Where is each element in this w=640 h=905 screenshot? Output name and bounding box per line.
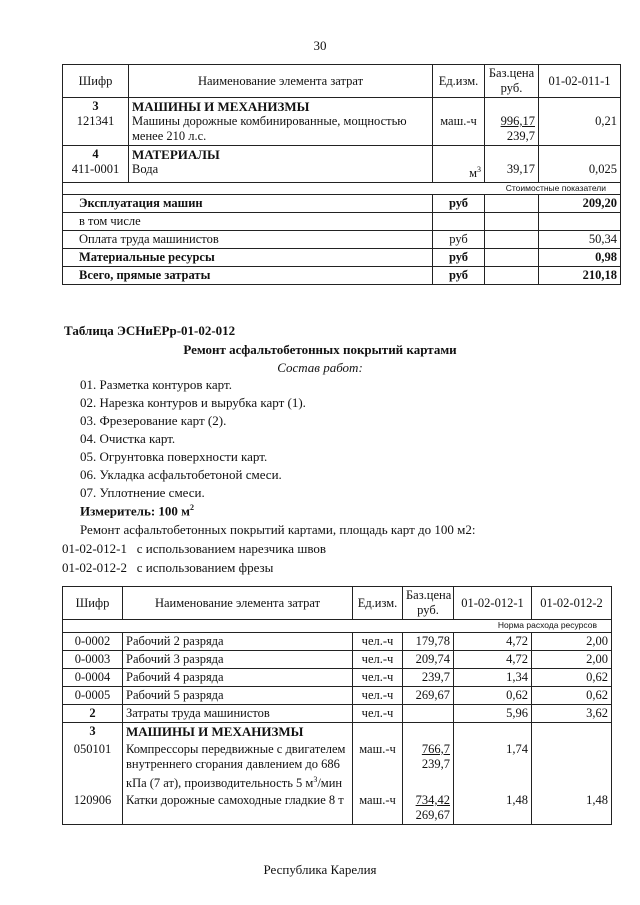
header-price: Баз.цена руб. — [485, 65, 539, 98]
list-item: 04. Очистка карт. — [80, 431, 176, 446]
list-item: 06. Укладка асфальтобетоной смеси. — [80, 467, 282, 482]
list-item: 02. Нарезка контуров и вырубка карт (1). — [80, 395, 306, 410]
resource-code: 411-0001 — [71, 162, 120, 176]
list-item: 01. Разметка контуров карт. — [80, 377, 232, 392]
variant-row: 01-02-012-1 с использованием нарезчика швов — [62, 541, 327, 556]
header-norm-1: 01-02-012-1 — [454, 587, 532, 620]
table-row: 0-0004 Рабочий 4 разряда чел.-ч 239,7 1,34 0,62 — [63, 669, 612, 687]
norm-value: 0,025 — [588, 162, 617, 176]
table-row: 3 050101 МАШИНЫ И МЕХАНИЗМЫ Компрессоры передвижные с двигателем внутреннего сгорания давлением до 686 кПа (7 ат), производительность 5 $м^3$/мин маш.-ч 766,7 239,7 1,74 — [63, 723, 612, 793]
table-row: 120906 Катки дорожные самоходные гладкие 8 т маш.-ч 734,42 269,67 1,48 1,48 — [63, 792, 612, 825]
meter-label: Измеритель: 100 $м^2$ — [80, 503, 195, 519]
resource-code: 121341 — [76, 114, 115, 128]
list-item: 05. Огрунтовка поверхности карт. — [80, 449, 268, 464]
composition-title: Состав работ: — [277, 360, 363, 375]
price-top: 996,17 — [500, 114, 535, 128]
table-row: 2 Затраты труда машинистов чел.-ч 5,96 3,62 — [63, 705, 612, 723]
table-resources-011: Шифр Наименование элемента затрат Ед.изм. Баз.цена руб. 01-02-011-1 3 121341 МАШИНЫ И МЕХАНИЗМЫ Машины дорожные комбинированные, мощностью менее 210 л.с. маш.-ч 996,17 239,7 0,21 4 411-0001 МАТЕРИАЛЫ Вода $м^3$ 39,17 0,025 Стоимостные показатели Эксплуатация машин руб 209,20 в том числе Оплата труда машинистов руб 50,34 Материальные ресурсы руб 0,98 Всего, прямые затраты руб 210,18 — [62, 64, 621, 285]
table-subtitle: Ремонт асфальтобетонных покрытий картами — [183, 342, 457, 357]
resource-name: Машины дорожные комбинированные, мощностью менее 210 л.с. — [132, 114, 407, 143]
header-unit: Ед.изм. — [433, 65, 485, 98]
norm-section-header: Норма расхода ресурсов — [63, 620, 612, 633]
header-code: Шифр — [63, 65, 129, 98]
list-item: 07. Уплотнение смеси. — [80, 485, 205, 500]
header-unit: Ед.изм. — [353, 587, 403, 620]
page-number: 30 — [313, 38, 327, 53]
price: 39,17 — [506, 162, 535, 176]
table-row: 3 121341 МАШИНЫ И МЕХАНИЗМЫ Машины дорожные комбинированные, мощностью менее 210 л.с. маш.-ч 996,17 239,7 0,21 — [63, 98, 621, 146]
norm-value: 0,21 — [595, 114, 617, 128]
header-code: Шифр — [63, 587, 123, 620]
header-norm-2: 01-02-012-2 — [532, 587, 612, 620]
section-title: МАШИНЫ И МЕХАНИЗМЫ — [126, 724, 304, 739]
footer: Республика Карелия — [263, 862, 377, 877]
header-name: Наименование элемента затрат — [129, 65, 433, 98]
cost-section-header: Стоимостные показатели — [63, 183, 621, 195]
price-bottom: 239,7 — [506, 129, 535, 143]
section-title: МАШИНЫ И МЕХАНИЗМЫ — [132, 99, 310, 114]
resource-unit: маш.-ч — [440, 114, 477, 128]
list-item: 03. Фрезерование карт (2). — [80, 413, 227, 428]
table-title: Таблица ЭСНиЕРр-01-02-012 — [64, 323, 236, 338]
resource-name: Вода — [132, 162, 159, 176]
description: Ремонт асфальтобетонных покрытий картами, площадь карт до 100 м2: — [80, 522, 476, 537]
header-norm: 01-02-011-1 — [539, 65, 621, 98]
header-price: Баз.цена руб. — [403, 587, 454, 620]
table-row: 4 411-0001 МАТЕРИАЛЫ Вода $м^3$ 39,17 0,025 — [63, 146, 621, 183]
header-name: Наименование элемента затрат — [123, 587, 353, 620]
section-title: МАТЕРИАЛЫ — [132, 147, 220, 162]
table-row: 0-0005 Рабочий 5 разряда чел.-ч 269,67 0,62 0,62 — [63, 687, 612, 705]
table-row: 0-0002 Рабочий 2 разряда чел.-ч 179,78 4,72 2,00 — [63, 633, 612, 651]
table-resources-012 — [62, 586, 612, 825]
variant-row: 01-02-012-2 с использованием фрезы — [62, 560, 274, 575]
table-row: 0-0003 Рабочий 3 разряда чел.-ч 209,74 4,72 2,00 — [63, 651, 612, 669]
